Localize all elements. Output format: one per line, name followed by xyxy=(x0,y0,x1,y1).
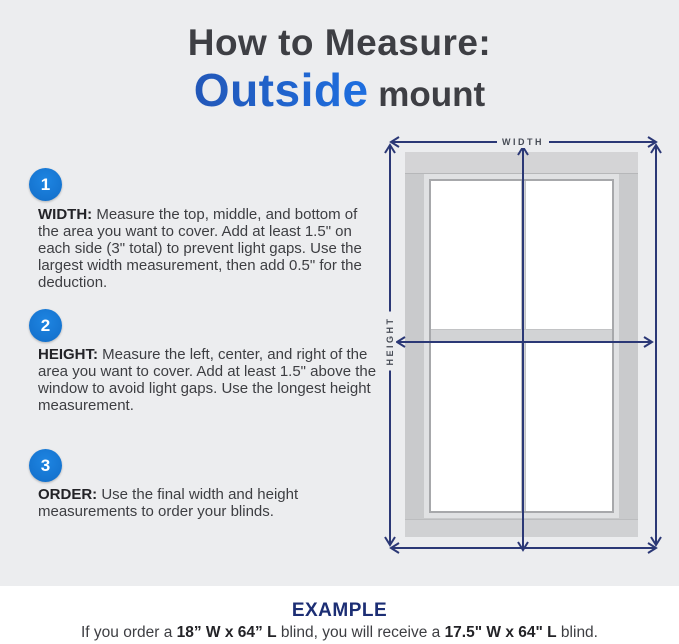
title-line-2 xyxy=(0,65,679,117)
step-2-body: Measure the left, center, and right of the area you want to cover. Add at least 1.5" above the window to avoid light gaps. Use the longest height measurement. xyxy=(38,346,377,414)
step-2-number: 2 xyxy=(40,315,51,335)
example-sentence xyxy=(0,624,679,642)
step-1-lead: WIDTH: xyxy=(38,206,93,223)
step-2-text xyxy=(38,346,379,414)
step-2-lead: HEIGHT: xyxy=(38,346,98,363)
step-1-body: Measure the top, middle, and bottom of the area you want to cover. Add at least 1.5" on each side (3" total) to prevent light gaps. Use the largest width measurement, then add 0.5" for the deduction. xyxy=(38,206,362,291)
step-3-body: Use the final width and height measurements to order your blinds. xyxy=(38,486,299,520)
page-title xyxy=(0,22,679,117)
step-3-badge xyxy=(29,449,62,482)
title-highlight-outside: Outside xyxy=(193,64,369,117)
example-size-ordered: 18” W x 64” L xyxy=(176,624,277,641)
measurement-arrows xyxy=(375,128,670,560)
example-prefix: If you order a xyxy=(80,624,177,641)
example-size-received: 17.5" W x 64" L xyxy=(444,624,557,641)
example-band xyxy=(0,586,679,644)
step-3-number: 3 xyxy=(40,455,51,475)
height-dimension-label: HEIGHT xyxy=(384,311,396,370)
example-mid: blind, you will receive a xyxy=(276,624,445,641)
step-1-text xyxy=(38,206,379,291)
step-3-lead: ORDER: xyxy=(38,486,98,503)
title-line-1: How to Measure: xyxy=(187,22,492,63)
step-3-text xyxy=(38,486,379,520)
title-suffix-mount: mount xyxy=(368,75,486,115)
example-heading: EXAMPLE xyxy=(291,600,388,621)
step-1-badge xyxy=(29,168,62,201)
step-1-number: 1 xyxy=(40,174,51,194)
example-suffix: blind. xyxy=(556,624,598,641)
width-dimension-label: WIDTH xyxy=(497,136,549,148)
step-2-badge xyxy=(29,309,62,342)
